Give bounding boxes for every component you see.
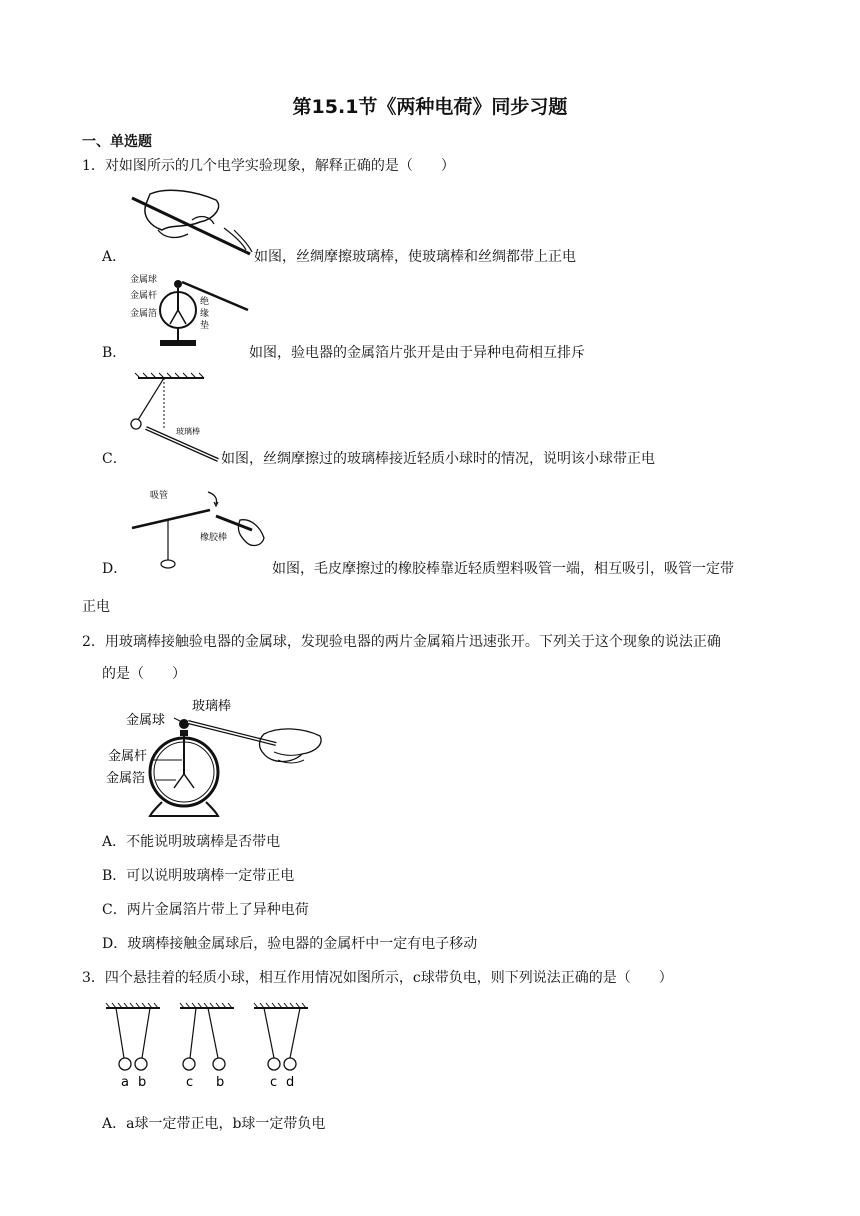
label-insulator-3: 垫 xyxy=(200,321,210,331)
question-3-stem: 3．四个悬挂着的轻质小球，相互作用情况如图所示，c球带负电，则下列说法正确的是（ ） xyxy=(82,970,673,986)
ball-label-b1: b xyxy=(138,1075,147,1090)
figure-four-balls-labels xyxy=(104,1074,314,1090)
figure-electroscope-q2 xyxy=(104,694,329,819)
q2-option-d: D．玻璃棒接触金属球后，验电器的金属杆中一定有电子移动 xyxy=(102,936,478,952)
q1-option-d-text: 如图，毛皮摩擦过的橡胶棒靠近轻质塑料吸管一端，相互吸引，吸管一定带 xyxy=(272,561,734,577)
label-metal-ball: 金属球 xyxy=(130,275,158,285)
q1-option-c-text: 如图，丝绸摩擦过的玻璃棒接近轻质小球时的情况，说明该小球带正电 xyxy=(221,451,655,467)
label-metal-rod-q2: 金属杆 xyxy=(108,749,148,764)
page-title: 第15.1节《两种电荷》同步习题 xyxy=(292,96,568,118)
ball-label-d: d xyxy=(286,1075,295,1090)
label-insulator-1: 绝 xyxy=(200,297,210,307)
figure-electroscope-b xyxy=(128,270,258,355)
label-glass-rod-q2: 玻璃棒 xyxy=(192,699,232,714)
figure-four-balls xyxy=(104,1000,314,1072)
label-metal-foil-q2: 金属箔 xyxy=(106,771,146,786)
q1-option-a-label: A． xyxy=(102,249,127,265)
q2-option-b: B．可以说明玻璃棒一定带正电 xyxy=(102,868,295,884)
question-2-stem-line1: 2．用玻璃棒接触验电器的金属球，发现验电器的两片金属箱片迅速张开。下列关于这个现象的说法正确 xyxy=(82,634,721,650)
ball-label-c2: c xyxy=(270,1075,278,1090)
ball-label-b2: b xyxy=(216,1075,225,1090)
q1-option-d-continuation: 正电 xyxy=(82,599,110,615)
label-straw: 吸管 xyxy=(150,491,169,501)
q3-option-a: A．a球一定带正电，b球一定带负电 xyxy=(102,1116,326,1132)
figure-pendulum-c xyxy=(128,372,228,464)
label-rubber-rod: 橡胶棒 xyxy=(200,533,228,543)
q1-option-c-label: C． xyxy=(102,451,127,467)
label-glass-rod-c: 玻璃棒 xyxy=(176,427,200,436)
q2-option-a: A．不能说明玻璃棒是否带电 xyxy=(102,834,281,850)
q1-option-b-text: 如图，验电器的金属箔片张开是由于异种电荷相互排斥 xyxy=(249,345,585,361)
q2-option-c: C．两片金属箔片带上了异种电荷 xyxy=(102,902,309,918)
figure-straw-d xyxy=(128,486,273,578)
q1-option-d-label: D． xyxy=(102,561,128,577)
label-insulator-2: 缘 xyxy=(200,309,210,319)
figure-silk-rubbing xyxy=(128,190,258,260)
question-1-stem: 1．对如图所示的几个电学实验现象，解释正确的是（ ） xyxy=(82,158,455,174)
ball-label-c1: c xyxy=(186,1075,194,1090)
q1-option-b-label: B． xyxy=(102,345,127,361)
section-heading: 一、单选题 xyxy=(82,134,152,150)
label-metal-ball-q2: 金属球 xyxy=(126,713,166,728)
q1-option-a-text: 如图，丝绸摩擦玻璃棒，使玻璃棒和丝绸都带上正电 xyxy=(254,249,576,265)
label-metal-foil: 金属箔 xyxy=(130,309,158,319)
label-metal-rod: 金属杆 xyxy=(130,291,158,301)
question-2-stem-line2: 的是（ ） xyxy=(102,666,186,682)
ball-label-a: a xyxy=(121,1075,129,1090)
